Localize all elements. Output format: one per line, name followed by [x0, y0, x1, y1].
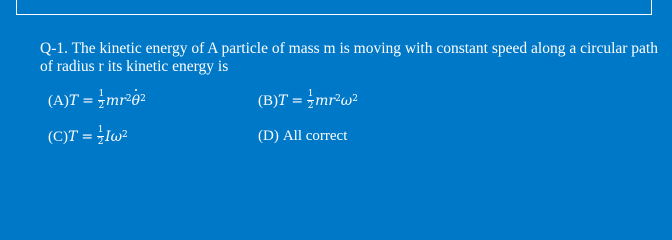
variable-omega: ω [340, 92, 353, 109]
exponent: 2 [140, 93, 146, 104]
fraction-half [97, 126, 104, 147]
variable-m: m [105, 92, 120, 109]
option-a[interactable] [48, 90, 146, 111]
variable-r: r [119, 92, 126, 109]
equals-sign: = [291, 92, 304, 109]
option-d-label: (D) [258, 128, 279, 144]
fraction-denominator: 2 [98, 101, 105, 111]
equals-sign: = [81, 128, 94, 145]
exponent: 2 [125, 93, 132, 104]
formula-lhs: T [68, 128, 78, 145]
fraction-numerator: 1 [97, 125, 104, 135]
option-a-label: (A) [48, 92, 69, 109]
option-b-label: (B) [258, 92, 278, 109]
fraction-half [98, 90, 105, 111]
formula-lhs: T [68, 92, 79, 109]
equals-sign: = [82, 92, 94, 109]
option-c[interactable] [48, 126, 128, 147]
exponent: 2 [335, 93, 341, 104]
option-c-label: (C) [48, 128, 68, 145]
formula-lhs: T [278, 92, 288, 109]
fraction-denominator: 2 [307, 101, 314, 111]
variable-m: m [315, 92, 329, 109]
option-c-formula [68, 126, 128, 147]
option-b-formula [278, 90, 358, 111]
exponent: 2 [352, 93, 358, 104]
variable-r: r [328, 92, 336, 109]
top-frame-border [16, 0, 652, 15]
exponent: 2 [122, 129, 128, 140]
fraction-half [307, 90, 314, 111]
option-d[interactable] [258, 126, 347, 146]
option-b[interactable] [258, 90, 358, 111]
variable-omega: ω [110, 128, 123, 145]
fraction-denominator: 2 [97, 137, 104, 147]
option-a-formula [69, 90, 146, 111]
question-text: Q-1. The kinetic energy of A particle of mass m is moving with constant speed along a circular path of radius r its kinetic energy is [40, 40, 658, 75]
variable-theta-dot: θ [131, 92, 141, 109]
fraction-numerator: 1 [98, 89, 105, 99]
variable-moment-of-inertia: I [105, 128, 111, 145]
fraction-numerator: 1 [307, 89, 314, 99]
option-d-text: All correct [282, 128, 348, 144]
